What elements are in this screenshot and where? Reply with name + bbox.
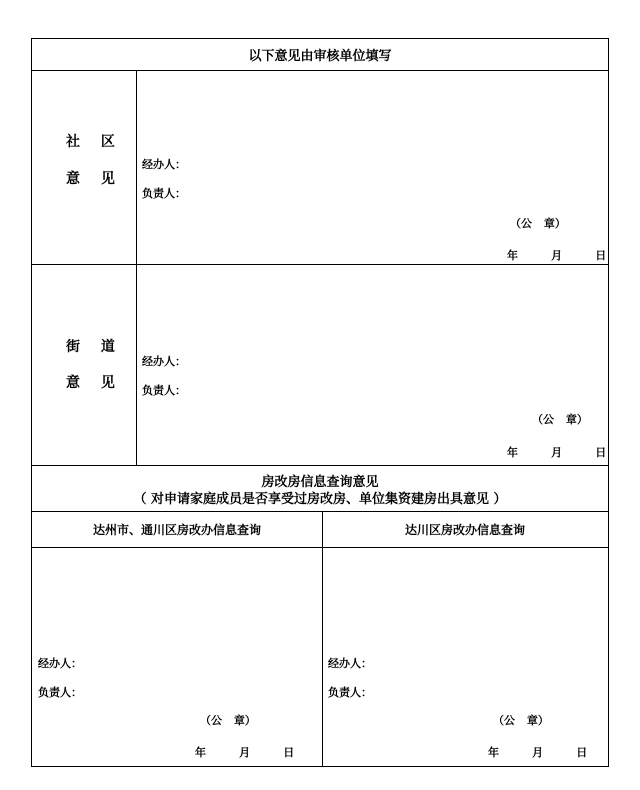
left-query-heading: 达州市、通川区房改办信息查询	[92, 523, 261, 537]
street-responsible-label: 负责人：	[142, 384, 186, 397]
year-label: 年	[195, 746, 206, 759]
street-date	[507, 441, 606, 460]
day-label: 日	[595, 249, 607, 262]
right-date	[488, 741, 587, 760]
day-label: 日	[595, 446, 607, 459]
form-header-title: 以下意见由审核单位填写	[248, 49, 392, 64]
label-column-divider	[136, 70, 137, 466]
divider	[32, 264, 608, 265]
day-label: 日	[283, 746, 295, 759]
left-handler-label: 经办人：	[38, 657, 82, 670]
community-label-line2: 意 见	[66, 171, 123, 187]
right-responsible-label: 负责人：	[328, 686, 372, 699]
left-date	[195, 741, 294, 760]
divider	[32, 70, 608, 71]
year-label: 年	[488, 746, 499, 759]
community-date	[507, 244, 606, 263]
day-label: 日	[576, 746, 588, 759]
right-query-heading: 达川区房改办信息查询	[404, 523, 525, 537]
community-label-line1: 社 区	[66, 134, 123, 150]
street-label-line2: 意 见	[66, 375, 123, 391]
month-label: 月	[551, 249, 563, 262]
month-label: 月	[239, 746, 251, 759]
street-handler-label: 经办人：	[142, 355, 186, 368]
community-seal: （公 章）	[510, 217, 566, 230]
divider	[32, 547, 608, 548]
year-label: 年	[507, 249, 518, 262]
column-divider	[322, 511, 323, 766]
street-seal: （公 章）	[532, 413, 588, 426]
housing-query-subtitle: （ 对申请家庭成员是否享受过房改房、单位集资建房出具意见 ）	[133, 492, 507, 507]
community-responsible-label: 负责人：	[142, 187, 186, 200]
month-label: 月	[551, 446, 563, 459]
divider	[32, 465, 608, 466]
community-handler-label: 经办人：	[142, 158, 186, 171]
right-seal: （公 章）	[493, 714, 549, 727]
housing-query-title: 房改房信息查询意见	[261, 475, 379, 490]
divider	[32, 511, 608, 512]
year-label: 年	[507, 446, 518, 459]
month-label: 月	[532, 746, 544, 759]
right-handler-label: 经办人：	[328, 657, 372, 670]
left-responsible-label: 负责人：	[38, 686, 82, 699]
left-seal: （公 章）	[200, 714, 256, 727]
street-label-line1: 街 道	[66, 339, 123, 355]
review-form	[31, 38, 609, 767]
